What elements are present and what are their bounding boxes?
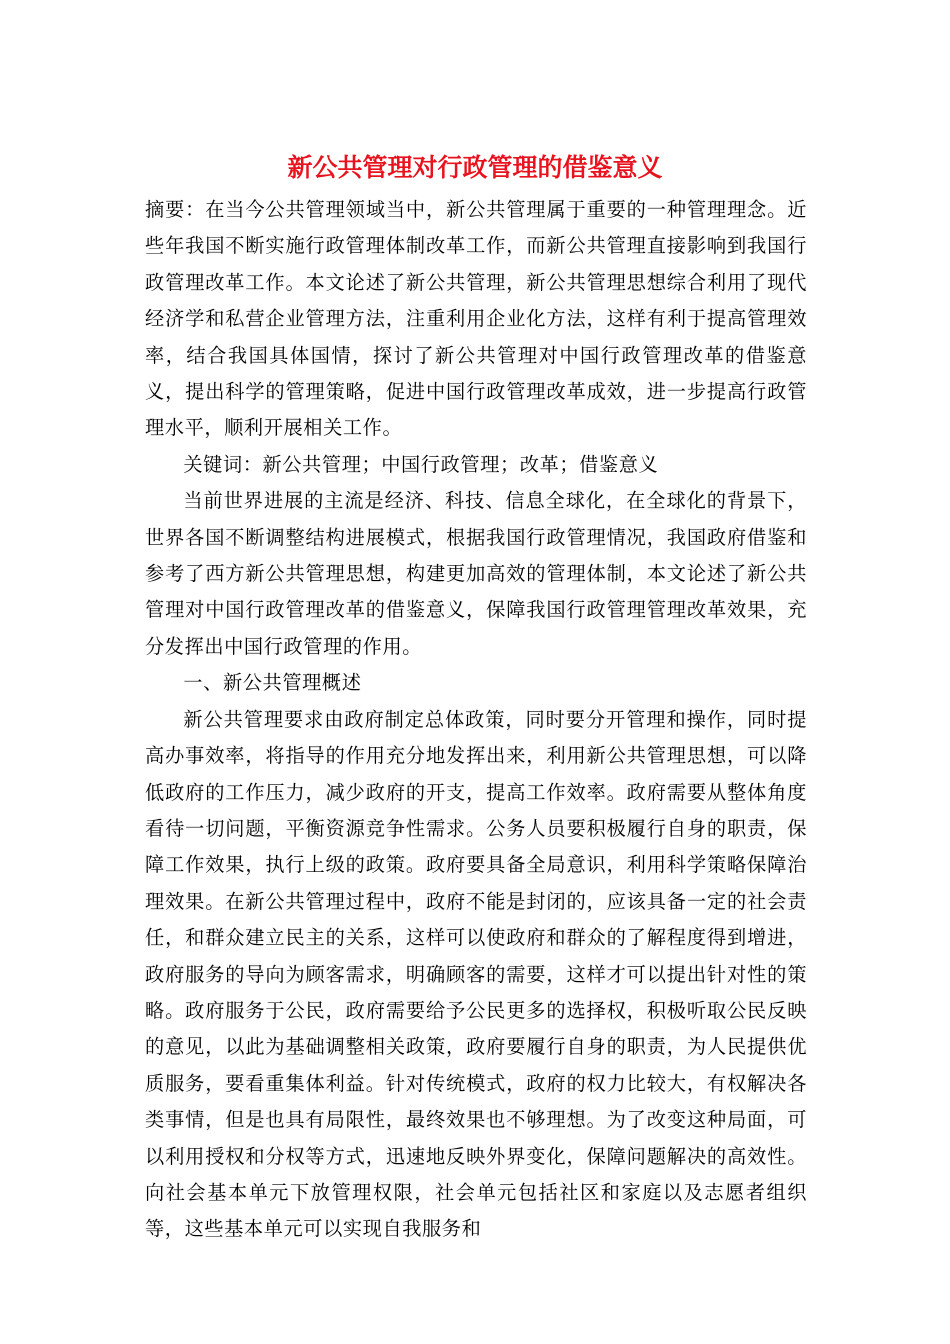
abstract-paragraph: 摘要：在当今公共管理领域当中，新公共管理属于重要的一种管理理念。近些年我国不断实施行政管理体制改革工作，而新公共管理直接影响到我国行政管理改革工作。本文论述了新公共管理，新公共管理思想综合利用了现代经济学和私营企业管理方法，注重利用企业化方法，这样有利于提高管理效率，结合我国具体国情，探讨了新公共管理对中国行政管理改革的借鉴意义，提出科学的管理策略，促进中国行政管理改革成效，进一步提高行政管理水平，顺利开展相关工作。 <box>145 198 807 440</box>
section-heading: 一、新公共管理概述 <box>183 671 362 695</box>
document-title: 新公共管理对行政管理的借鉴意义 <box>287 153 663 182</box>
document-body <box>145 192 807 1248</box>
body-paragraph: 新公共管理要求由政府制定总体政策，同时要分开管理和操作，同时提高办事效率，将指导的作用充分地发挥出来，利用新公共管理思想，可以降低政府的工作压力，减少政府的开支，提高工作效率。政府需要从整体角度看待一切问题，平衡资源竞争性需求。公务人员要积极履行自身的职责，保障工作效果，执行上级的政策。政府要具备全局意识，利用科学策略保障治理效果。在新公共管理过程中，政府不能是封闭的，应该具备一定的社会责任，和群众建立民主的关系，这样可以使政府和群众的了解程度得到增进，政府服务的导向为顾客需求，明确顾客的需要，这样才可以提出针对性的策略。政府服务于公民，政府需要给予公民更多的选择权，积极听取公民反映的意见，以此为基础调整相关政策，政府要履行自身的职责，为人民提供优质服务，要看重集体利益。针对传统模式，政府的权力比较大，有权解决各类事情，但是也具有局限性，最终效果也不够理想。为了改变这种局面，可以利用授权和分权等方式，迅速地反映外界变化，保障问题解决的高效性。向社会基本单元下放管理权限，社会单元包括社区和家庭以及志愿者组织等，这些基本单元可以实现自我服务和 <box>145 707 807 1241</box>
keywords-paragraph: 关键词：新公共管理；中国行政管理；改革；借鉴意义 <box>183 452 659 476</box>
intro-paragraph: 当前世界进展的主流是经济、科技、信息全球化，在全球化的背景下，世界各国不断调整结构进展模式，根据我国行政管理情况，我国政府借鉴和参考了西方新公共管理思想，构建更加高效的管理体制，本文论述了新公共管理对中国行政管理改革的借鉴意义，保障我国行政管理管理改革效果，充分发挥出中国行政管理的作用。 <box>145 489 807 658</box>
